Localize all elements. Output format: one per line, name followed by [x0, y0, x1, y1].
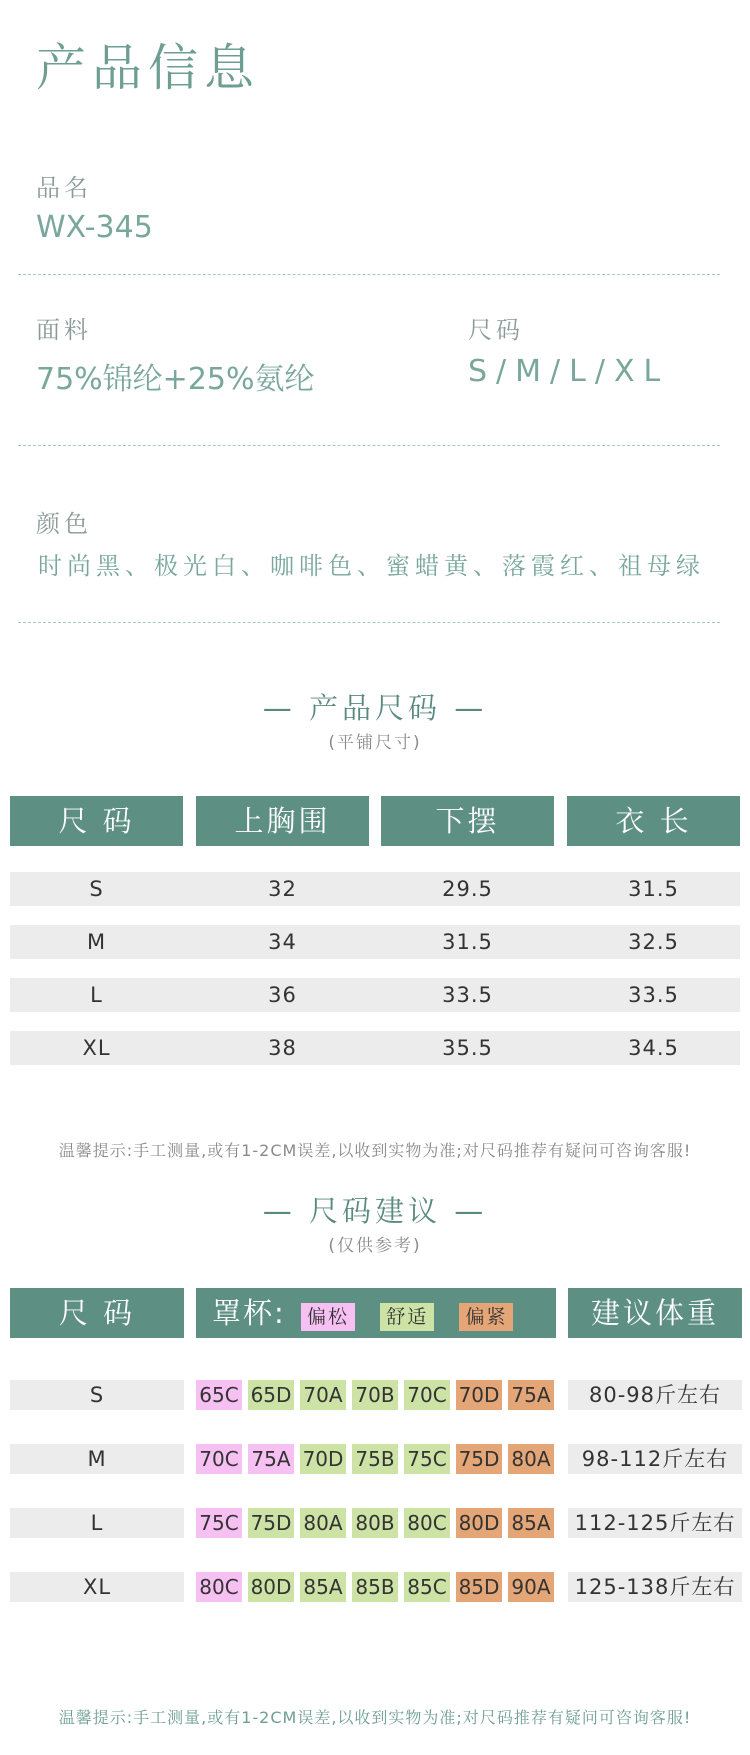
cup-size-chip: 80B	[352, 1508, 398, 1538]
size-header-cell: 衣 长	[567, 796, 740, 846]
cup-size-chip: 80D	[248, 1572, 294, 1602]
table-cell: 33.5	[628, 983, 679, 1007]
table-cell: L	[90, 983, 103, 1007]
divider	[18, 445, 720, 446]
cup-size-chip: 75D	[248, 1508, 294, 1538]
cup-size-chip: 85C	[404, 1572, 450, 1602]
divider	[18, 622, 720, 623]
table-cell: 32.5	[628, 930, 679, 954]
cup-size-chip: 65D	[248, 1380, 294, 1410]
cup-size-chip: 85D	[456, 1572, 502, 1602]
suggest-header-weight: 建议体重	[568, 1288, 742, 1338]
cup-size-chip: 80A	[300, 1508, 346, 1538]
table-cell: 32	[268, 877, 297, 901]
size-table-subtitle: (平铺尺寸)	[328, 733, 422, 753]
table-cell: XL	[82, 1036, 111, 1060]
cup-size-chip: 90A	[508, 1572, 554, 1602]
suggest-table-title: — 尺码建议 —	[262, 1194, 488, 1228]
cup-label: 罩杯:	[212, 1296, 286, 1330]
suggest-size-cell: XL	[10, 1572, 184, 1602]
cup-size-chip: 75C	[196, 1508, 242, 1538]
cup-size-chip: 80D	[456, 1508, 502, 1538]
size-header-cell: 尺 码	[10, 796, 183, 846]
suggest-header-cup	[196, 1288, 556, 1338]
suggest-size-cell: S	[10, 1380, 184, 1410]
size-label: 尺码	[468, 316, 524, 344]
cup-size-chip: 65C	[196, 1380, 242, 1410]
cup-size-chip: 75A	[508, 1380, 554, 1410]
cup-size-chip: 70C	[196, 1444, 242, 1474]
cup-size-chip: 70B	[352, 1380, 398, 1410]
fabric-value: 75%锦纶+25%氨纶	[36, 362, 315, 397]
table-cell: 31.5	[442, 930, 493, 954]
cup-size-chip: 80C	[404, 1508, 450, 1538]
suggest-weight-cell: 80-98斤左右	[568, 1380, 742, 1410]
size-table-title: — 产品尺码 —	[262, 691, 488, 725]
suggest-header-size: 尺 码	[10, 1288, 184, 1338]
cup-size-chip: 80A	[508, 1444, 554, 1474]
size-value: S/M/L/XL	[468, 354, 670, 389]
legend-loose: 偏松	[301, 1303, 355, 1331]
name-value: WX-345	[36, 210, 153, 245]
name-label: 品名	[36, 174, 92, 202]
color-value: 时尚黑、极光白、咖啡色、蜜蜡黄、落霞红、祖母绿	[38, 552, 705, 580]
size-header-cell: 上胸围	[196, 796, 369, 846]
page-title: 产品信息	[36, 39, 260, 97]
table-cell: 33.5	[442, 983, 493, 1007]
table-cell: 36	[268, 983, 297, 1007]
table-cell: 34	[268, 930, 297, 954]
cup-size-chip: 70A	[300, 1380, 346, 1410]
measurement-tip: 温馨提示:手工测量,或有1-2CM误差,以收到实物为准;对尺码推荐有疑问可咨询客服!	[58, 1141, 692, 1160]
table-cell: 35.5	[442, 1036, 493, 1060]
suggest-weight-cell: 125-138斤左右	[568, 1572, 742, 1602]
cup-size-chip: 75C	[404, 1444, 450, 1474]
cup-size-chip: 70D	[456, 1380, 502, 1410]
legend-comfort: 舒适	[380, 1303, 434, 1331]
divider	[18, 274, 720, 275]
legend-tight: 偏紧	[459, 1303, 513, 1331]
size-header-cell: 下摆	[381, 796, 554, 846]
suggest-size-cell: M	[10, 1444, 184, 1474]
measurement-tip-bottom: 温馨提示:手工测量,或有1-2CM误差,以收到实物为准;对尺码推荐有疑问可咨询客服!	[58, 1708, 692, 1727]
cup-size-chip: 85A	[300, 1572, 346, 1602]
suggest-weight-cell: 98-112斤左右	[568, 1444, 742, 1474]
cup-size-chip: 70C	[404, 1380, 450, 1410]
cup-size-chip: 75D	[456, 1444, 502, 1474]
table-cell: 29.5	[442, 877, 493, 901]
table-cell: M	[86, 930, 107, 954]
table-cell: S	[89, 877, 104, 901]
table-cell: 38	[268, 1036, 297, 1060]
cup-size-chip: 80C	[196, 1572, 242, 1602]
suggest-size-cell: L	[10, 1508, 184, 1538]
fabric-label: 面料	[36, 316, 92, 344]
suggest-table-subtitle: (仅供参考)	[328, 1236, 422, 1256]
table-cell: 34.5	[628, 1036, 679, 1060]
cup-size-chip: 75B	[352, 1444, 398, 1474]
cup-size-chip: 85B	[352, 1572, 398, 1602]
cup-size-chip: 75A	[248, 1444, 294, 1474]
suggest-weight-cell: 112-125斤左右	[568, 1508, 742, 1538]
cup-size-chip: 85A	[508, 1508, 554, 1538]
cup-size-chip: 70D	[300, 1444, 346, 1474]
color-label: 颜色	[36, 510, 92, 538]
table-cell: 31.5	[628, 877, 679, 901]
